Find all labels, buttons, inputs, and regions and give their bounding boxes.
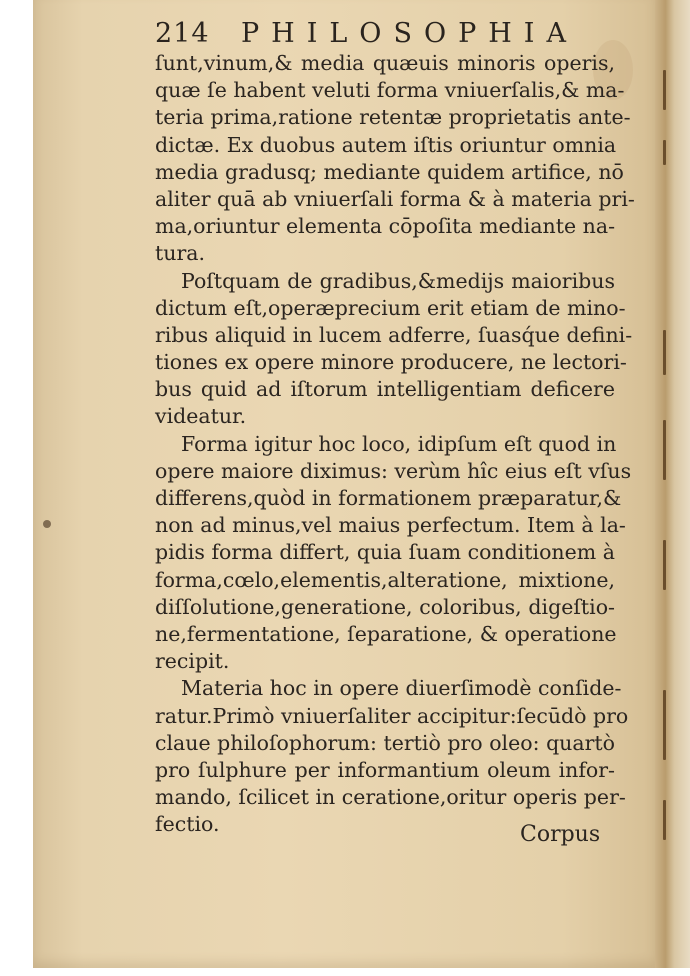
text-line: ma,oriuntur elementa cōpoſita mediante na- [155,214,615,239]
book-spine-edge [655,0,690,976]
text-line: quæ ſe habent veluti forma vniuerſalis,& ma- [155,78,625,103]
text-line: ſunt,vinum,& media quæuis minoris operis, [155,51,615,75]
text-line: ribus aliquid in lucem adferre, ſuasq́ue defini- [155,322,633,347]
text-line: ne,fermentatione, ſeparatione, & operatione [155,621,617,646]
text-line: teria prima,ratione retentæ proprietatis ante- [155,105,631,130]
text-line: tiones ex opere minore producere, ne lectori- [155,350,627,375]
text-line: media gradusq; mediante quidem artifice, nō [155,159,624,184]
text-line: differens,quòd in formationem præparatur,& [155,486,622,510]
text-line: tura. [155,241,205,266]
body-text [155,50,635,838]
paragraph-first-line: Poſtquam de gradibus,&medijs maioribus [181,268,615,293]
binding-mark [663,540,666,590]
text-line: mando, ſcilicet in ceratione,oritur operis per- [155,785,626,810]
page-number: 214 [155,18,210,49]
paragraph-first-line: Forma igitur hoc loco, idipſum eſt quod in [181,431,617,456]
binding-mark [663,330,666,375]
catchword: Corpus [520,822,601,847]
text-line: pro ſulphure per informantium oleum infor- [155,757,615,782]
scan-margin-left [0,0,33,976]
text-line: dictæ. Ex duobus autem iſtis oriuntur omnia [155,132,617,157]
running-head: PHILOSOPHIA [241,18,578,49]
binding-mark [663,690,666,760]
text-line: opere maiore diximus: verùm hîc eius eſt vſus [155,458,632,483]
ink-spot [43,520,51,528]
text-line: recipit. [155,649,230,674]
text-line: non ad minus,vel maius perfectum. Item à la- [155,513,626,538]
paragraph-first-line: Materia hoc in opere diuerſimodè conſide- [181,676,622,701]
page-header [155,14,615,54]
binding-mark [663,140,666,165]
text-line: fectio. [155,812,220,837]
text-line: diſſolutione,generatione, coloribus, digeſtio- [155,594,615,619]
binding-mark [663,800,666,840]
text-line: aliter quā ab vniuerſali forma & à materia pri- [155,186,635,211]
text-line: ratur.Primò vniuerſaliter accipitur:ſecūdò pro [155,703,629,728]
text-line: videatur. [155,404,247,429]
text-line: forma,cœlo,elementis,alteratione, mixtione, [155,567,615,592]
text-line: dictum eſt,operæprecium erit etiam de mino- [155,295,626,320]
binding-mark [663,420,666,480]
scan-margin-bottom [33,968,690,976]
text-line: claue philoſophorum: tertiò pro oleo: quartò [155,730,615,755]
text-line: pidis forma differt, quia ſuam conditionem à [155,540,615,565]
text-line: bus quid ad iſtorum intelligentiam deficere [155,377,615,402]
binding-mark [663,70,666,110]
